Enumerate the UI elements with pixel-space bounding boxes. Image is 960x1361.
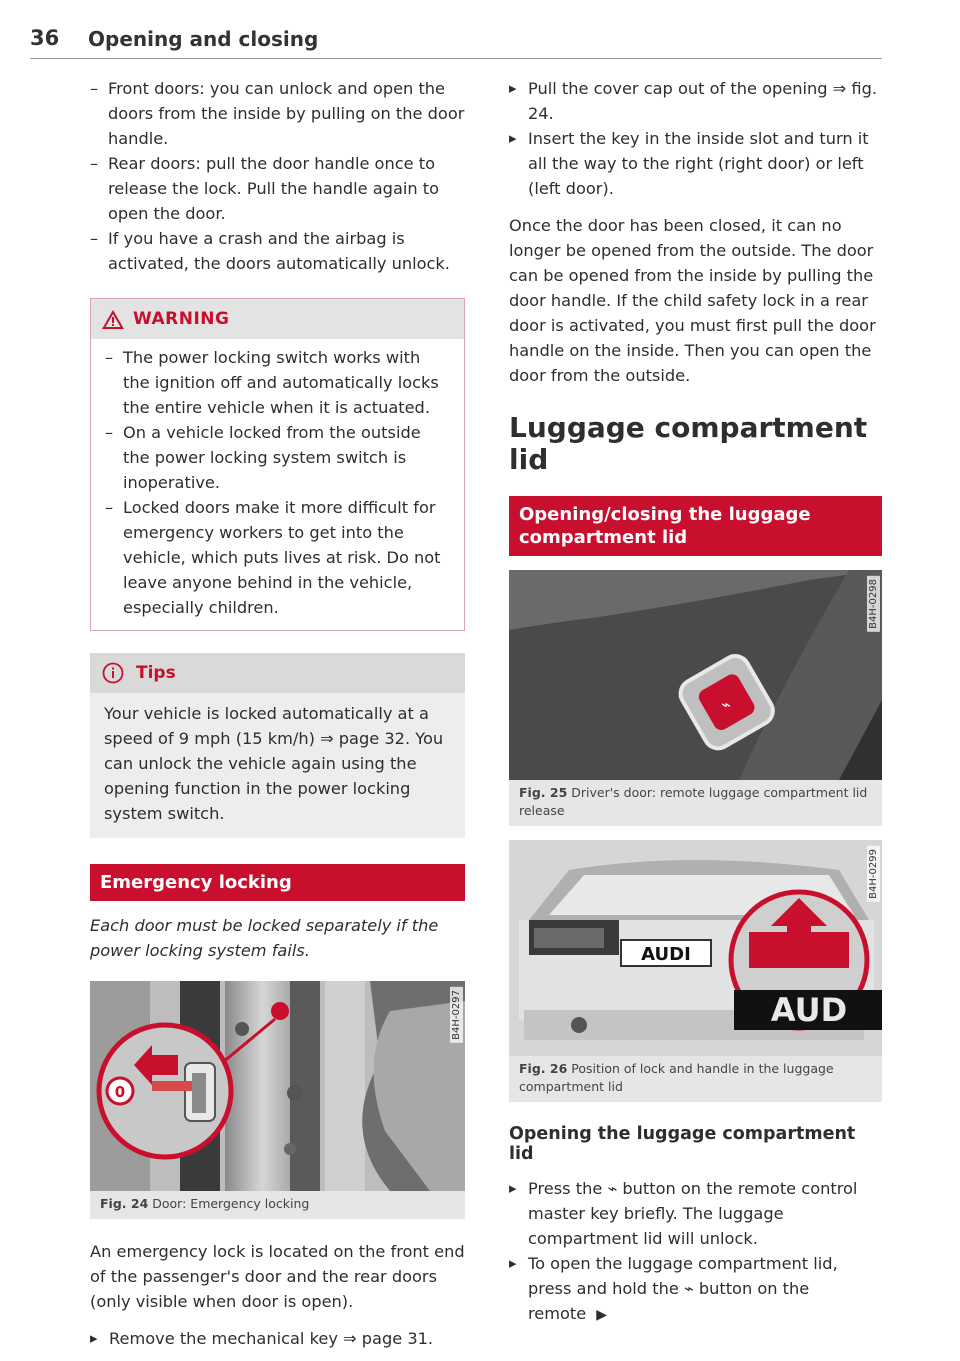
image-code: B4H-0299 [867,846,880,902]
right-column [509,76,882,1328]
tips-header [90,653,465,693]
warning-triangle-icon [101,309,125,330]
svg-text:0: 0 [114,1083,126,1101]
list-item-text: To open the luggage compartment lid, press and hold the ⌁ button on the remote [528,1254,838,1323]
figure-caption-text: Driver's door: remote luggage compartment lid release [519,785,868,818]
section-title: Opening and closing [88,27,319,51]
list-item: ▸ Pull the cover cap out of the opening ⇒ fig. 24. [509,76,882,126]
list-item: – If you have a crash and the airbag is activated, the doors automatically unlock. [90,226,465,276]
list-item: ▸ Press the ⌁ button on the remote control master key briefly. The luggage compartment lid will unlock. [509,1176,882,1251]
left-column [90,76,465,1351]
figure-24 [90,981,465,1219]
emergency-body: An emergency lock is located on the front end of the passenger's door and the rear doors (only visible when door is open). [90,1242,465,1311]
luggage-subheading: Opening/closing the luggage compartment lid [509,496,882,556]
emergency-heading: Emergency locking [90,864,465,901]
door-paragraph: Once the door has been closed, it can no longer be opened from the outside. The door can be opened from the inside by pulling the door handle. If the child safety lock in a rear door is activated, you must first pull the door handle on the inside. Then you can open the door from the outside. [509,216,876,385]
warning-body [91,339,464,630]
emergency-intro: Each door must be locked separately if the power locking system fails. [90,916,439,960]
list-item [509,1251,882,1328]
warning-label: WARNING [133,309,230,329]
list-item: – Rear doors: pull the door handle once to release the lock. Pull the handle again to open the door. [90,151,465,226]
license-plate-text: AUDI [641,944,691,965]
driver-door-release-image [509,570,882,780]
open-heading: Opening the luggage compartment lid [509,1124,856,1164]
door-emergency-lock-image [90,981,465,1191]
page-number: 36 [30,26,60,50]
zoom-badge-text: AUD [770,991,848,1029]
tips-label: Tips [136,663,176,683]
warning-box [90,298,465,631]
figure-caption-text: Door: Emergency locking [152,1196,310,1211]
luggage-heading: Luggage compartment lid [509,411,868,476]
info-icon [102,662,124,684]
figure-caption [90,1191,465,1219]
svg-text:⌁: ⌁ [721,695,731,714]
figure-25 [509,570,882,826]
list-item: ▸ Remove the mechanical key ⇒ page 31. [90,1326,465,1351]
figure-caption-text: Position of lock and handle in the luggage compartment lid [519,1061,834,1094]
luggage-lid-image [509,840,882,1056]
figure-number: Fig. 25 [519,785,568,800]
figure-caption [509,780,882,826]
continue-arrow-icon: ▶ [596,1307,608,1323]
page-header [30,22,882,59]
warning-header [91,299,464,339]
list-item: – Front doors: you can unlock and open the doors from the inside by pulling on the door handle. [90,76,465,151]
image-code: B4H-0298 [867,576,880,632]
list-item: ▸ Insert the key in the inside slot and turn it all the way to the right (right door) or left (left door). [509,126,882,201]
figure-26 [509,840,882,1102]
door-list [90,76,465,276]
tips-text: Your vehicle is locked automatically at a speed of 9 mph (15 km/h) ⇒ page 32. You can unlock the vehicle again using the opening function in the power locking system switch. [104,704,444,823]
figure-caption [509,1056,882,1102]
tips-box [90,653,465,838]
list-item: – On a vehicle locked from the outside the power locking system switch is inoperative. [105,420,450,495]
list-item: – The power locking switch works with the ignition off and automatically locks the entire vehicle when it is actuated. [105,345,450,420]
figure-number: Fig. 24 [100,1196,149,1211]
list-item: – Locked doors make it more difficult for emergency workers to get into the vehicle, which puts lives at risk. Do not leave anyone behind in the vehicle, especially children. [105,495,450,620]
figure-number: Fig. 26 [519,1061,568,1076]
image-code: B4H-0297 [450,987,463,1043]
